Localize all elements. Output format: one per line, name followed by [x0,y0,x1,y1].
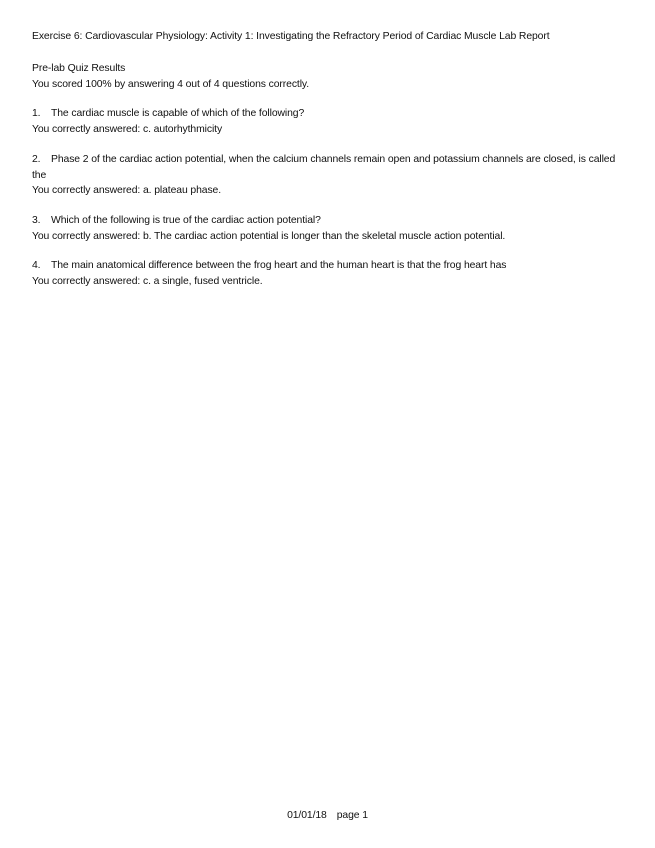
question-prompt: The cardiac muscle is capable of which of the following? [51,108,305,119]
question-text [32,152,622,183]
report-title: Exercise 6: Cardiovascular Physiology: Activity 1: Investigating the Refractory Period of Cardiac Muscle Lab Report [32,31,550,42]
score-text: You scored 100% by answering 4 out of 4 questions correctly. [32,78,310,90]
question-number: 4. [32,260,41,271]
footer-date: 01/01/18 [287,810,327,821]
results-heading: Pre-lab Quiz Results [32,63,126,74]
question-number: 2. [32,154,41,165]
answer-text: You correctly answered: c. a single, fused ventricle. [32,275,263,287]
quiz-results-summary [32,61,622,92]
question-prompt: Phase 2 of the cardiac action potential, when the calcium channels remain open and potassium channels are closed, is called the [32,154,616,181]
question-item [32,106,622,137]
question-prompt: Which of the following is true of the cardiac action potential? [51,215,321,226]
page-footer [0,810,655,821]
question-item [32,213,622,244]
answer-text: You correctly answered: b. The cardiac action potential is longer than the skeletal muscle action potential. [32,230,506,242]
footer-page-number: page 1 [336,810,368,821]
question-text [32,213,622,229]
answer-text: You correctly answered: a. plateau phase. [32,185,222,196]
answer-text: You correctly answered: c. autorhythmicity [32,123,223,135]
question-item [32,258,622,289]
question-item [32,152,622,199]
question-number: 1. [32,108,41,119]
question-text [32,106,622,122]
question-number: 3. [32,215,41,226]
question-text [32,258,622,274]
question-prompt: The main anatomical difference between the frog heart and the human heart is that the frog heart has [51,260,507,271]
